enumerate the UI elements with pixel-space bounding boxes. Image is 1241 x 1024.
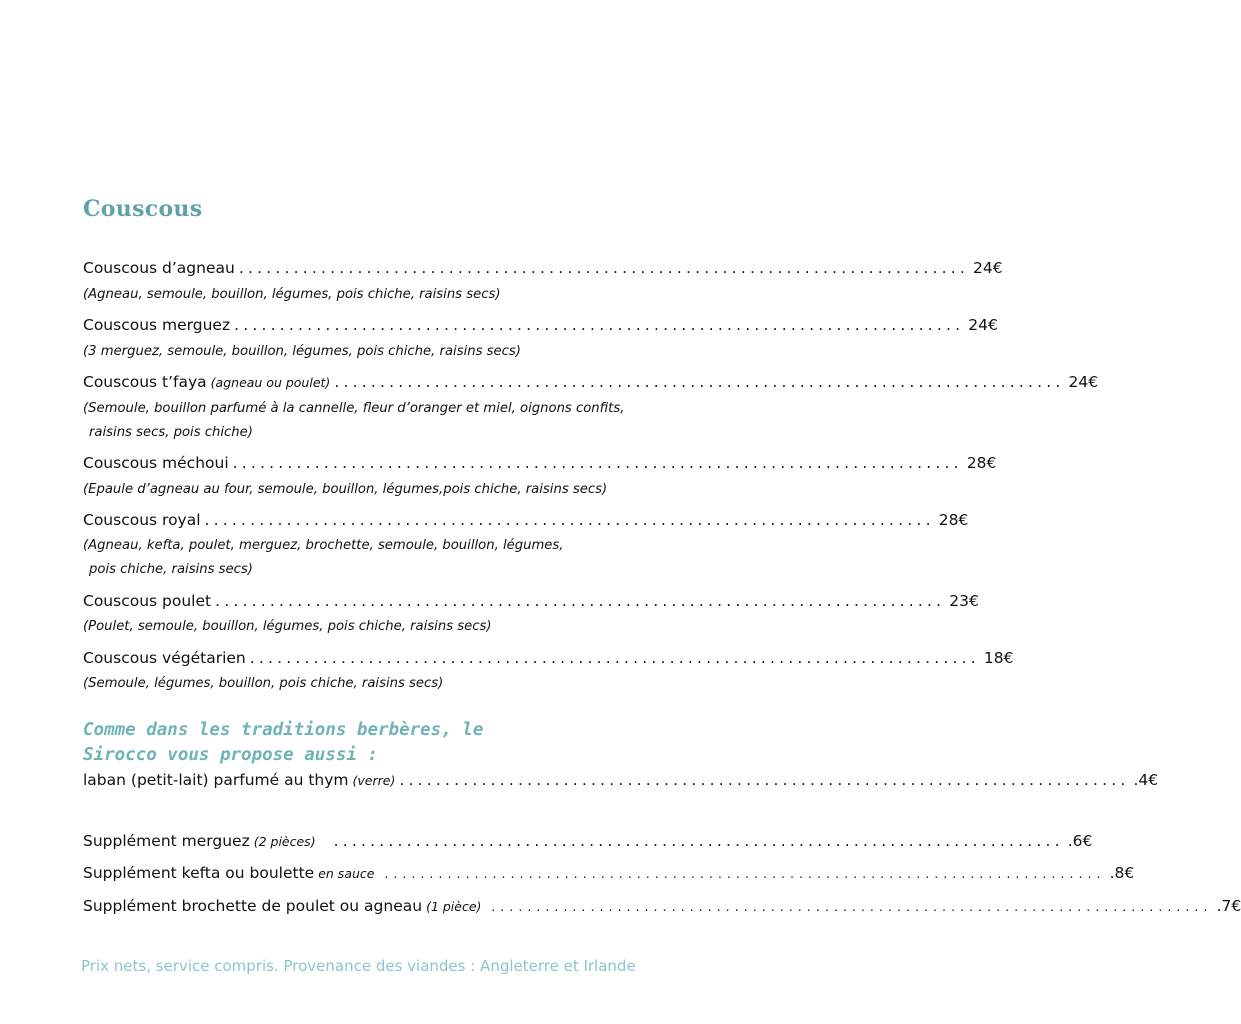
dot-leader: ................................................................................ bbox=[232, 454, 963, 472]
item-name: Couscous royal bbox=[83, 511, 201, 529]
item-note: (verre) bbox=[352, 773, 396, 788]
dot-leader: ................................................................................ bbox=[234, 316, 965, 334]
item-price: 28€ bbox=[966, 454, 997, 472]
item-price: 23€ bbox=[949, 592, 979, 610]
item-price: 24€ bbox=[968, 316, 998, 334]
item-description-line: raisins secs, pois chiche) bbox=[89, 425, 253, 440]
dot-leader: ................................................................................ bbox=[384, 867, 1106, 881]
section-title: Couscous bbox=[83, 196, 203, 222]
item-name: Supplément kefta ou boulette bbox=[83, 864, 315, 882]
item-description: (Epaule d’agneau au four, semoule, bouillon, légumes,pois chiche, raisins secs) bbox=[83, 482, 608, 497]
item-description-line: pois chiche, raisins secs) bbox=[89, 562, 253, 577]
menu-item-couscous-poulet bbox=[83, 592, 979, 614]
item-name: Couscous végétarien bbox=[83, 649, 246, 667]
item-name: Couscous méchoui bbox=[83, 454, 229, 472]
item-price: .8€ bbox=[1109, 864, 1135, 882]
item-description: (Poulet, semoule, bouillon, légumes, pois chiche, raisins secs) bbox=[83, 619, 492, 634]
item-description bbox=[83, 534, 643, 582]
item-description-line: (Semoule, bouillon parfumé à la cannelle, fleur d’oranger et miel, oignons confits, bbox=[83, 401, 625, 416]
item-name: Couscous t’faya bbox=[83, 373, 207, 391]
item-note: en sauce bbox=[318, 866, 375, 881]
item-price: 18€ bbox=[983, 649, 1014, 667]
menu-item-couscous-merguez bbox=[83, 316, 998, 338]
item-note: (2 pièces) bbox=[253, 834, 316, 849]
dot-leader: ................................................................................ bbox=[491, 900, 1213, 914]
item-name: Couscous poulet bbox=[83, 592, 212, 610]
menu-item-laban bbox=[83, 771, 1159, 793]
dot-leader: ................................................................................ bbox=[204, 511, 935, 529]
item-price: 24€ bbox=[1068, 373, 1099, 391]
dot-leader: ................................................................................ bbox=[333, 832, 1064, 850]
supplement-kefta bbox=[83, 864, 1135, 886]
dot-leader: ................................................................................ bbox=[215, 592, 946, 610]
item-price: 24€ bbox=[973, 259, 1003, 277]
dot-leader: ................................................................................ bbox=[238, 259, 969, 277]
tradition-heading-line: Sirocco vous propose aussi : bbox=[83, 745, 379, 765]
item-price: .4€ bbox=[1133, 771, 1159, 789]
menu-item-couscous-tfaya bbox=[83, 373, 1099, 395]
item-description: (Semoule, légumes, bouillon, pois chiche, raisins secs) bbox=[83, 676, 444, 691]
item-description-line: (Agneau, kefta, poulet, merguez, brochette, semoule, bouillon, légumes, bbox=[83, 538, 564, 553]
menu-item-couscous-agneau bbox=[83, 259, 1003, 281]
item-note: (agneau ou poulet) bbox=[210, 375, 331, 390]
dot-leader: ................................................................................ bbox=[334, 373, 1065, 391]
item-price: .7€ bbox=[1216, 897, 1241, 915]
item-name: Couscous d’agneau bbox=[83, 259, 235, 277]
footer-note: Prix nets, service compris. Provenance des viandes : Angleterre et Irlande bbox=[81, 957, 636, 975]
menu-item-couscous-mechoui bbox=[83, 454, 997, 476]
dot-leader: ................................................................................ bbox=[249, 649, 980, 667]
supplement-merguez bbox=[83, 832, 1093, 854]
item-name: Couscous merguez bbox=[83, 316, 231, 334]
menu-item-couscous-vegetarien bbox=[83, 649, 1014, 671]
tradition-heading-line: Comme dans les traditions berbères, le bbox=[83, 720, 484, 740]
item-description: (Agneau, semoule, bouillon, légumes, pois chiche, raisins secs) bbox=[83, 287, 501, 302]
item-price: .6€ bbox=[1067, 832, 1093, 850]
item-note: (1 pièce) bbox=[426, 899, 482, 914]
item-price: 28€ bbox=[938, 511, 969, 529]
supplement-brochette bbox=[83, 897, 1241, 919]
menu-item-couscous-royal bbox=[83, 511, 969, 533]
item-name: Supplément brochette de poulet ou agneau bbox=[83, 897, 423, 915]
item-description bbox=[83, 397, 643, 445]
tradition-heading bbox=[83, 718, 483, 768]
item-name: laban (petit-lait) parfumé au thym bbox=[83, 771, 349, 789]
item-name: Supplément merguez bbox=[83, 832, 250, 850]
dot-leader: ................................................................................ bbox=[399, 771, 1130, 789]
item-description: (3 merguez, semoule, bouillon, légumes, pois chiche, raisins secs) bbox=[83, 344, 521, 359]
